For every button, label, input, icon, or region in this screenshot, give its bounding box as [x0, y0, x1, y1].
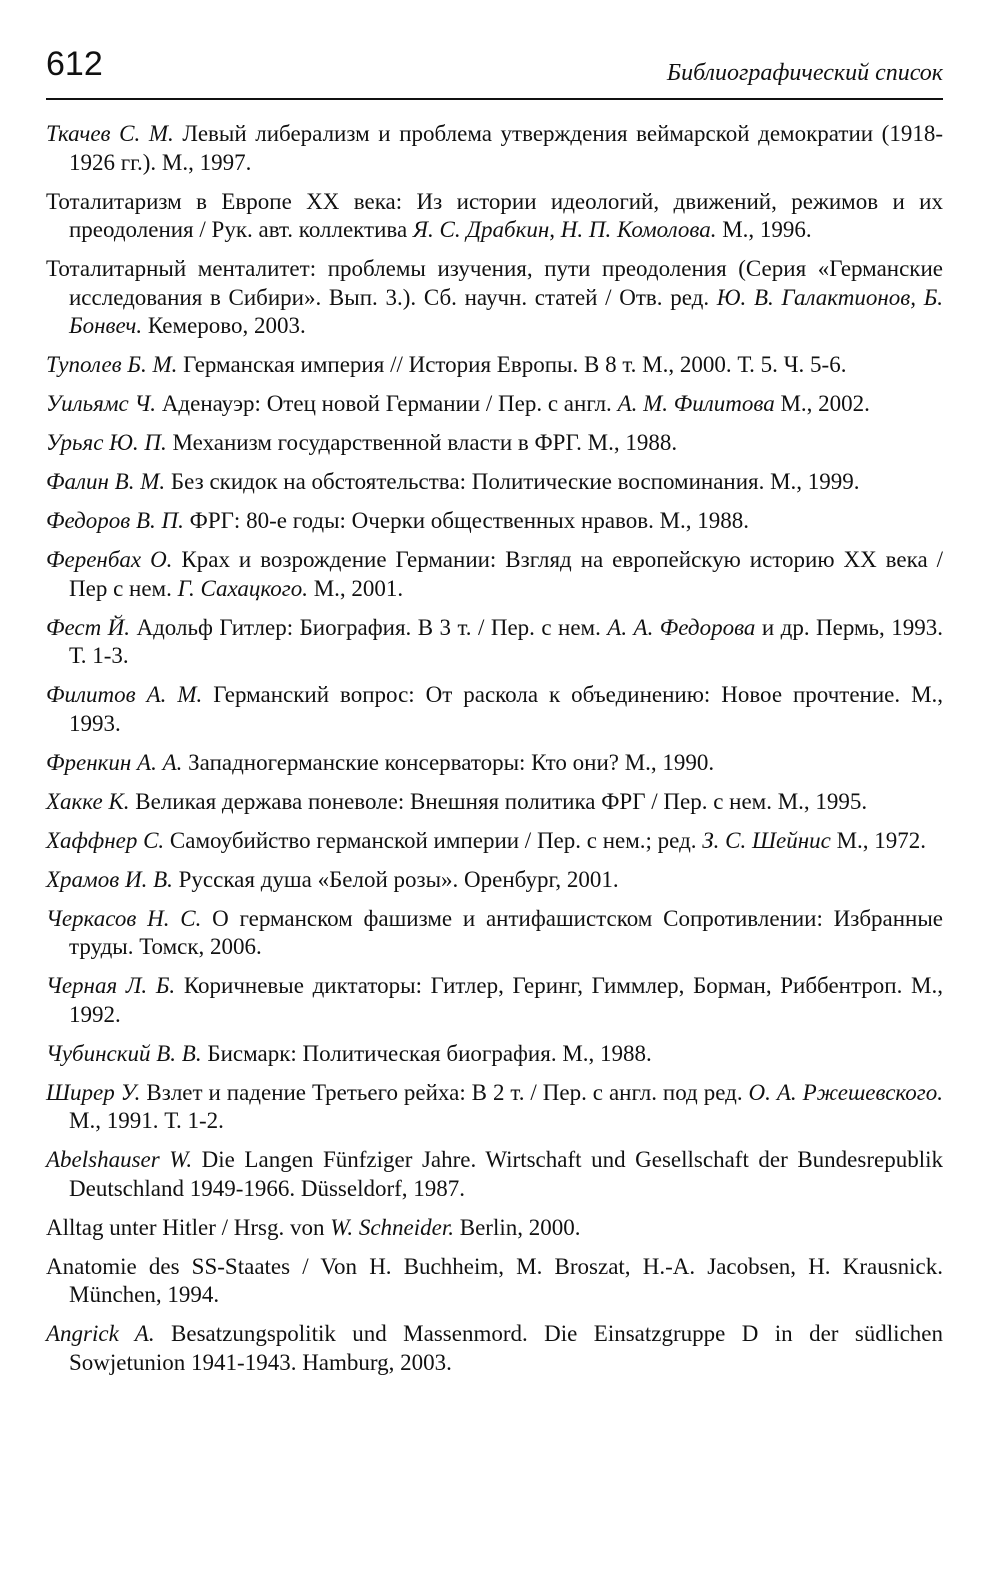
- entry-text: ФРГ: 80-е годы: Очерки общественных нравов. М., 1988.: [189, 508, 750, 533]
- book-page: [46, 40, 943, 1388]
- bibliography-entry: [46, 749, 943, 778]
- entry-editors: Ю. В. Галактионов, Б. Бонвеч.: [69, 284, 944, 338]
- bibliography-entry: [46, 905, 943, 962]
- entry-text: Крах и возрождение Германии: Взгляд на европейскую историю XX века / Пер с нем.: [69, 547, 944, 601]
- entry-tail: М., 2001.: [313, 575, 404, 601]
- entry-editors: О. А. Ржешевского.: [748, 1079, 944, 1105]
- entry-text: Взлет и падение Третьего рейха: В 2 т. / Пер. с англ. под ред.: [146, 1079, 743, 1105]
- entry-tail: Кемерово, 2003.: [147, 313, 306, 338]
- bibliography-entry: [46, 468, 943, 497]
- bibliography-entry: [46, 1146, 943, 1203]
- bibliography-entry: [46, 1253, 943, 1310]
- entry-author: Хакке К.: [46, 788, 130, 814]
- entry-tail: и др. Пермь, 1993. Т. 1-3.: [69, 614, 943, 668]
- bibliography-entry: [46, 827, 943, 856]
- entry-text: Механизм государственной власти в ФРГ. М., 1988.: [172, 430, 678, 455]
- bibliography-entry: [46, 972, 943, 1029]
- entry-text: Великая держава поневоле: Внешняя политика ФРГ / Пер. с нем. М., 1995.: [135, 788, 868, 814]
- bibliography-entry: [46, 429, 943, 458]
- bibliography-entry: [46, 546, 943, 603]
- entry-author: Френкин А. А.: [46, 749, 183, 775]
- entry-text: Германская империя // История Европы. В 8 т. М., 2000. Т. 5. Ч. 5-6.: [183, 352, 847, 377]
- entry-text: Тоталитарный менталитет: проблемы изучения, пути преодоления (Серия «Германские исследования в Сибири». Вып. 3.). Сб. научн. статей / Отв. ред.: [46, 256, 943, 310]
- entry-author: Ференбах О.: [46, 547, 173, 572]
- entry-tail: М., 1996.: [722, 217, 812, 242]
- entry-author: Храмов И. В.: [46, 866, 173, 892]
- entry-editors: Я. С. Драбкин, Н. П. Комолова.: [412, 217, 717, 242]
- entry-text: Besatzungspolitik und Massenmord. Die Einsatzgruppe D in der südlichen Sowjetunion 1941-1943. Hamburg, 2003.: [69, 1321, 943, 1375]
- bibliography-entry: [46, 1320, 943, 1377]
- bibliography-entry: [46, 788, 943, 817]
- entry-tail: М., 1991. Т. 1-2.: [69, 1108, 224, 1133]
- entry-editors: А. М. Филитова: [617, 391, 775, 416]
- entry-author: Ткачев С. М.: [46, 121, 174, 146]
- entry-text: Самоубийство германской империи / Пер. с нем.; ред.: [169, 827, 697, 853]
- entry-editors: З. С. Шейнис: [702, 827, 831, 853]
- entry-author: Abelshauser W.: [46, 1147, 193, 1172]
- entry-author: Хаффнер С.: [46, 827, 165, 853]
- bibliography-entry: [46, 1079, 943, 1136]
- entry-editors: А. А. Федорова: [607, 614, 756, 640]
- entry-author: Уильямс Ч.: [46, 391, 157, 416]
- entry-text: Die Langen Fünfziger Jahre. Wirtschaft und Gesellschaft der Bundesrepublik Deutschland 1949-1966. Düsseldorf, 1987.: [69, 1147, 943, 1201]
- entry-text: Германский вопрос: От раскола к объединению: Новое прочтение. М., 1993.: [69, 682, 944, 736]
- entry-text: Аденауэр: Отец новой Германии / Пер. с англ.: [161, 391, 612, 416]
- entry-text: Коричневые диктаторы: Гитлер, Геринг, Гиммлер, Борман, Риббентроп. М., 1992.: [69, 973, 943, 1027]
- entry-text: Без скидок на обстоятельства: Политические воспоминания. М., 1999.: [170, 469, 860, 494]
- entry-text: Alltag unter Hitler / Hrsg. von: [46, 1214, 325, 1240]
- bibliography-entry: [46, 120, 943, 177]
- bibliography-entry: [46, 390, 943, 419]
- entry-text: Левый либерализм и проблема утверждения веймарской демократии (1918-1926 гг.). М., 1997.: [69, 121, 944, 175]
- entry-author: Черкасов Н. С.: [46, 905, 202, 931]
- entry-author: Черная Л. Б.: [46, 973, 176, 998]
- bibliography-entry: [46, 1214, 943, 1243]
- entry-text: Русская душа «Белой розы». Оренбург, 2001.: [178, 866, 619, 892]
- entry-tail: М., 2002.: [780, 391, 870, 416]
- page-header: [46, 40, 943, 100]
- entry-author: Туполев Б. М.: [46, 352, 178, 377]
- bibliography-entry: [46, 614, 943, 671]
- entry-author: Федоров В. П.: [46, 508, 184, 533]
- bibliography-entry: [46, 866, 943, 895]
- entry-editors: Г. Сахацкого.: [177, 575, 308, 601]
- entry-author: Урьяс Ю. П.: [46, 430, 167, 455]
- entry-editors: W. Schneider.: [330, 1214, 454, 1240]
- running-title: Библиографический список: [666, 60, 943, 86]
- entry-text: О германском фашизме и антифашистском Сопротивлении: Избранные труды. Томск, 2006.: [69, 905, 944, 959]
- bibliography-entry: [46, 188, 943, 245]
- entry-author: Фалин В. М.: [46, 469, 166, 494]
- bibliography-entry: [46, 255, 943, 341]
- page-number: 612: [46, 45, 103, 83]
- entry-text: Anatomie des SS-Staates / Von H. Buchheim, M. Broszat, H.-A. Jacobsen, H. Krausnick. München, 1994.: [46, 1253, 943, 1307]
- entry-author: Филитов А. М.: [46, 682, 203, 707]
- entry-text: Адольф Гитлер: Биография. В 3 т. / Пер. с нем.: [136, 614, 601, 640]
- bibliography-entry: [46, 1040, 943, 1069]
- bibliography-entry: [46, 351, 943, 380]
- entry-text: Бисмарк: Политическая биография. М., 1988.: [207, 1040, 652, 1066]
- entry-author: Чубинский В. В.: [46, 1040, 202, 1066]
- entry-tail: Berlin, 2000.: [459, 1214, 581, 1240]
- bibliography-entry: [46, 507, 943, 536]
- entry-text: Западногерманские консерваторы: Кто они? М., 1990.: [188, 749, 715, 775]
- entry-tail: М., 1972.: [836, 827, 927, 853]
- entry-author: Angrick A.: [46, 1321, 155, 1346]
- entry-author: Ширер У.: [46, 1079, 141, 1105]
- bibliography-list: [46, 120, 943, 1377]
- bibliography-entry: [46, 681, 943, 738]
- entry-author: Фест Й.: [46, 614, 131, 640]
- entry-text: Тоталитаризм в Европе XX века: Из истории идеологий, движений, режимов и их преодоления / Рук. авт. коллектива: [46, 188, 943, 242]
